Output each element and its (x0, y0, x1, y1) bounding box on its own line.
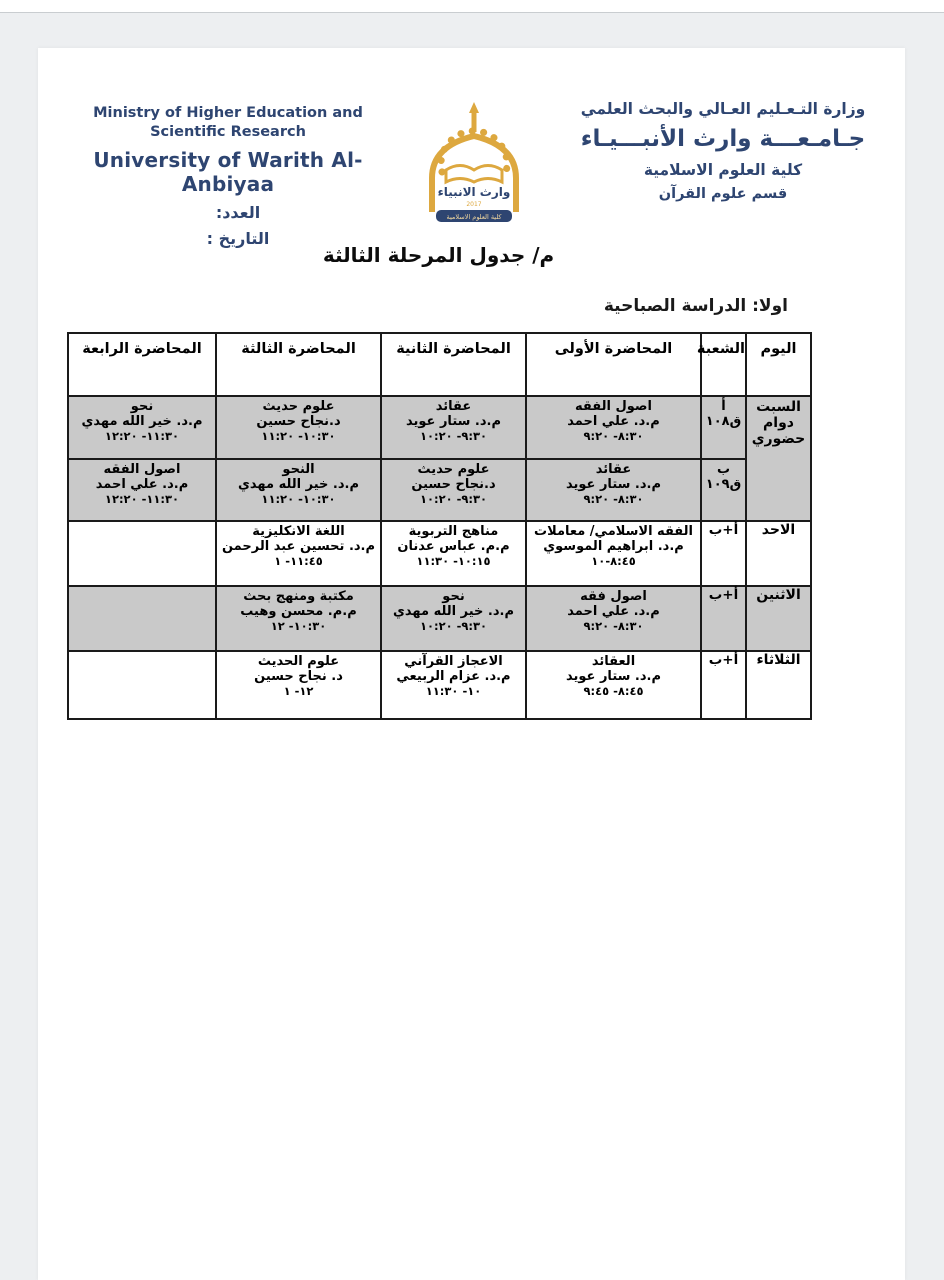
lecture-time: ٨:٣٠- ٩:٢٠ (583, 492, 644, 506)
teacher-name: م.د. تحسين عبد الرحمن (221, 539, 376, 554)
sunday-lecture1-cell (526, 521, 701, 586)
lecture-time: ٩:٣٠- ١٠:٢٠ (419, 619, 488, 633)
table-header-row (68, 333, 811, 396)
lecture-time: ٩:٣٠- ١٠:٢٠ (419, 429, 488, 443)
saturday-group-b-row (68, 459, 811, 521)
tuesday-section-cell: أ+ب (701, 651, 746, 719)
letterhead-arabic-block (548, 100, 898, 202)
header-cell-day: اليوم (746, 333, 811, 396)
lecture-time: ٨:٣٠- ٩:٢٠ (583, 429, 644, 443)
tuesday-row (68, 651, 811, 719)
department-name-ar: قسم علوم القرآن (658, 186, 788, 202)
section-room: ق١٠٩ (705, 477, 742, 492)
saturday-b-section-cell (701, 459, 746, 521)
sunday-lecture4-empty-cell (68, 521, 216, 586)
course-name: النحو (282, 462, 315, 477)
lecture-time: ٩:٣٠- ١٠:٢٠ (419, 492, 488, 506)
logo-open-book (446, 166, 502, 183)
saturday-b-lecture4-cell (68, 459, 216, 521)
logo-calligraphy-text: وارث الانبياء (437, 185, 511, 199)
section-room: ق١٠٨ (705, 414, 742, 429)
tuesday-lecture1-cell (526, 651, 701, 719)
ministry-name-ar: وزارة التـعـليم العـالي والبحث العلمي (580, 100, 866, 118)
page-title: م/ جدول المرحلة الثالثة (322, 243, 555, 267)
sunday-lecture3-cell (216, 521, 381, 586)
course-name: اصول فقه (580, 589, 647, 604)
teacher-name: م.د. علي احمد (567, 604, 660, 619)
tuesday-lecture3-cell (216, 651, 381, 719)
lecture-time: ٨:٤٥-١٠ (591, 554, 636, 568)
lecture-time: ١٠:٣٠- ١١:٢٠ (261, 492, 336, 506)
tuesday-day-cell: الثلاثاء (746, 651, 811, 719)
course-name: عقائد (595, 462, 632, 477)
sunday-day-cell: الاحد (746, 521, 811, 586)
course-name: اصول الفقه (575, 399, 652, 414)
monday-lecture4-empty-cell (68, 586, 216, 651)
teacher-name: م.د. ابراهيم الموسوي (543, 539, 684, 554)
saturday-b-lecture2-cell (381, 459, 526, 521)
lecture-time: ١٠:٣٠- ١١:٢٠ (261, 429, 336, 443)
schedule-table (67, 332, 812, 720)
university-name-ar: جـامـعـــة وارث الأنبـــيـاء (580, 126, 866, 152)
course-name: مكتبة ومنهج بحث (243, 589, 354, 604)
logo-year-text: 2017 (466, 201, 482, 208)
logo-banner-text: كلية العلوم الاسلامية (446, 213, 502, 221)
document-number-label: العدد: (215, 203, 261, 222)
lecture-time: ١١:٣٠- ١٢:٢٠ (104, 492, 180, 506)
teacher-name: د. نجاح حسين (254, 669, 343, 684)
header-cell-lecture2: المحاضرة الثانية (381, 333, 526, 396)
saturday-a-lecture4-cell (68, 396, 216, 459)
scan-top-strip (0, 0, 944, 13)
course-name: نحو (442, 589, 465, 604)
course-name: العقائد (591, 654, 636, 669)
lecture-time: ١١:٣٠- ١٢:٢٠ (104, 429, 180, 443)
lecture-time: ١٠:٣٠- ١٢ (270, 619, 327, 633)
teacher-name: د.نجاح حسين (411, 477, 496, 492)
tuesday-lecture2-cell (381, 651, 526, 719)
tuesday-lecture4-empty-cell (68, 651, 216, 719)
course-name: مناهج التربوية (408, 524, 499, 539)
header-cell-lecture4: المحاضرة الرابعة (68, 333, 216, 396)
course-name: اصول الفقه (103, 462, 181, 477)
college-name-ar: كلية العلوم الاسلامية (643, 161, 803, 179)
teacher-name: م.د. خير الله مهدي (393, 604, 514, 619)
lecture-time: ١٢- ١ (283, 684, 314, 698)
ministry-name-en-line1: Ministry of Higher Education and (93, 105, 363, 121)
header-cell-section: الشعبة (701, 333, 746, 396)
course-name: اللغة الانكليزية (252, 524, 345, 539)
course-name: علوم الحديث (257, 654, 340, 669)
lecture-time: ١٠:١٥- ١١:٣٠ (416, 554, 491, 568)
saturday-b-lecture3-cell (216, 459, 381, 521)
saturday-group-a-row (68, 396, 811, 459)
teacher-name: م.د. خير الله مهدي (238, 477, 359, 492)
monday-lecture2-cell (381, 586, 526, 651)
saturday-a-lecture1-cell (526, 396, 701, 459)
header-cell-lecture1: المحاضرة الأولى (526, 333, 701, 396)
attendance-mode-line1: دوام (763, 415, 794, 431)
sunday-section-cell: أ+ب (701, 521, 746, 586)
saturday-a-lecture2-cell (381, 396, 526, 459)
section-letter: ب (716, 462, 731, 477)
monday-day-cell: الاثنين (746, 586, 811, 651)
university-logo (416, 100, 532, 228)
course-name: عقائد (435, 399, 472, 414)
teacher-name: م.م. عباس عدنان (397, 539, 510, 554)
lecture-time: ٨:٣٠- ٩:٢٠ (583, 619, 644, 633)
section-subtitle: اولا: الدراسة الصباحية (603, 296, 788, 316)
sunday-row (68, 521, 811, 586)
course-name: الفقه الاسلامي/ معاملات (534, 524, 693, 539)
teacher-name: م.د. خير الله مهدي (81, 414, 203, 429)
monday-lecture1-cell (526, 586, 701, 651)
teacher-name: م.م. محسن وهيب (240, 604, 357, 619)
day-name: السبت (756, 399, 801, 415)
header-cell-lecture3: المحاضرة الثالثة (216, 333, 381, 396)
saturday-a-section-cell (701, 396, 746, 459)
university-logo-emblem (416, 100, 532, 228)
teacher-name: د.نجاح حسين (256, 414, 341, 429)
saturday-a-lecture3-cell (216, 396, 381, 459)
monday-section-cell: أ+ب (701, 586, 746, 651)
lecture-time: ١٠- ١١:٣٠ (425, 684, 482, 698)
monday-lecture3-cell (216, 586, 381, 651)
course-name: علوم حديث (262, 399, 335, 414)
teacher-name: م.د. عزام الربيعي (396, 669, 511, 684)
teacher-name: م.د. علي احمد (567, 414, 660, 429)
document-date-label: التاريخ : (206, 229, 270, 248)
teacher-name: م.د. علي احمد (95, 477, 189, 492)
sunday-lecture2-cell (381, 521, 526, 586)
saturday-b-lecture1-cell (526, 459, 701, 521)
saturday-day-cell (746, 396, 811, 521)
section-letter: أ (721, 399, 726, 414)
teacher-name: م.د. ستار عويد (406, 414, 502, 429)
teacher-name: م.د. ستار عويد (566, 669, 662, 684)
logo-minaret-tip (469, 102, 479, 113)
attendance-mode-line2: حضوري (751, 431, 806, 447)
teacher-name: م.د. ستار عويد (566, 477, 662, 492)
course-name: علوم حديث (417, 462, 490, 477)
course-name: الاعجاز القرآني (404, 654, 503, 669)
monday-row (68, 586, 811, 651)
lecture-time: ١١:٤٥- ١ (274, 554, 323, 568)
letterhead-english-block (72, 104, 384, 248)
course-name: نحو (130, 399, 154, 414)
ministry-name-en-line2: Scientific Research (150, 124, 306, 140)
university-name-en: University of Warith Al- Anbiyaa (93, 148, 363, 196)
lecture-time: ٨:٤٥- ٩:٤٥ (583, 684, 644, 698)
